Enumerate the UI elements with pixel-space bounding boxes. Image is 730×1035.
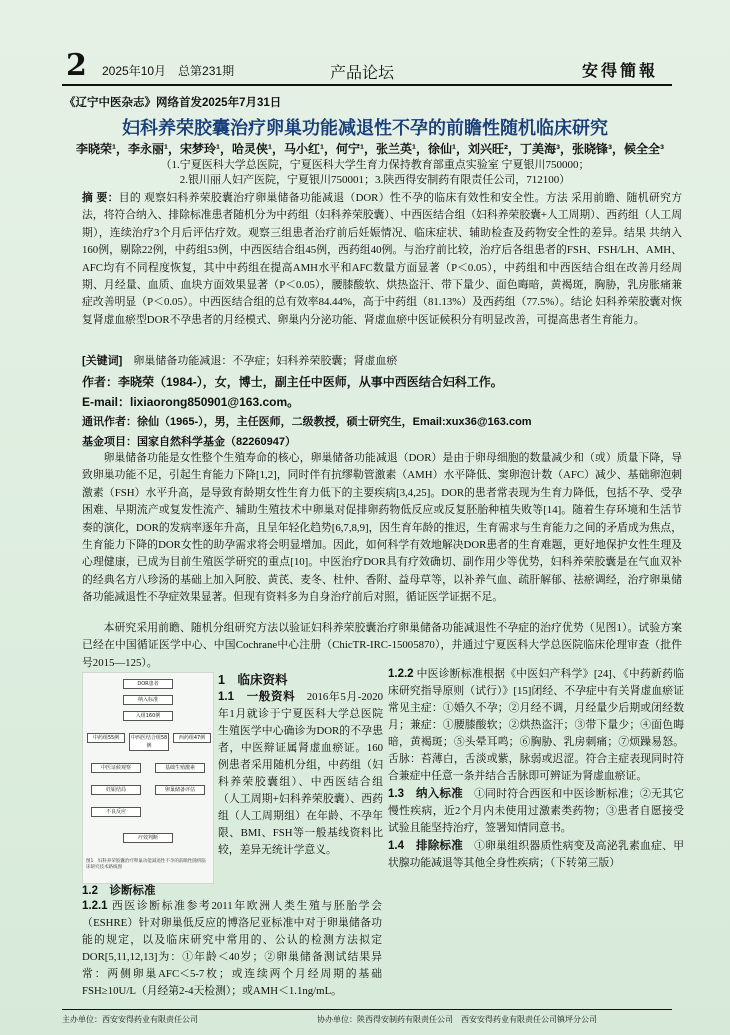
footer-co-organizer: 协办单位：陕西得安制药有限责任公司 西安安得药业有限责任公司镇坪分公司: [317, 1015, 597, 1024]
section-1-2-heading: 1.2 诊断标准: [82, 885, 156, 897]
flow-node: DOR患者: [123, 679, 173, 689]
affiliation-line-2: 2.银川丽人妇产医院，宁夏银川750001；3.陕西得安制药有限责任公司，712100）: [179, 174, 571, 186]
abstract-label: 摘 要：: [82, 192, 119, 204]
figure-caption: 图1 妇科养荣胶囊治疗卵巢功能减退性不孕的前瞻性随机临床研究技术路线图: [86, 859, 206, 870]
flow-node: 西药组47例: [173, 733, 211, 743]
abstract-conclusion: 结论 妇科养荣胶囊对恢复肾虚血瘀型DOR不孕患者的月经模式、卵巢内分泌功能、肾虚血瘀中医证候积分有明显改善，可提高患者生育能力。: [82, 296, 683, 326]
newspaper-brand: 安得簡報: [582, 61, 659, 80]
section-1-2-2-heading: 1.2.2: [388, 668, 414, 680]
section-title: 产品论坛: [330, 63, 395, 82]
abstract-objective-method: 目的 观察妇科养荣胶囊治疗卵巢储备功能减退（DOR）性不孕的临床有效性和安全性。方法 采用前瞻、随机研究方法，将符合纳入、排除标准患者随机分为中药组（妇科养荣胶囊）、中西医结合组（妇科养荣胶囊+人工周期）、西药组（人工周期），连续治疗3个月后评估疗效。观察三组患者治疗前后妊娠情况、临床症状、辅助检查及药物安全性的差异。: [82, 192, 683, 239]
footer-rule: [62, 1009, 672, 1010]
flow-node: 中医证候观察: [91, 763, 141, 773]
page-number: 2: [66, 48, 87, 83]
abstract-results: 结果 共纳入160例，剔除22例，中药组53例，中西医结合组45例，西药组40例。与治疗前比较，治疗后各组患者的FSH、FSH/LH、AMH、AFC均有不同程度恢复，其中中药组在提高AMH水平和AFC数量方面显著（P＜0.05），中药组和中西医结合组在改善月经周期、月经量、血质、血块方面效果显著（P＜0.05），腰膝酸软、烘热盗汗、带下量少、面色晦暗，黄褐斑，胸胁，乳房胀痛兼症改善明显（P＜0.05）。中西医结合组的总有效率84.44%，高于中药组（81.13%）及西药组（77.5%）。: [82, 226, 682, 309]
keywords: [82, 352, 682, 368]
author-info: 作者：李晓荣（1984-），女，博士，副主任中医师，从事中西医结合妇科工作。: [82, 375, 503, 389]
section-1-2: [82, 882, 382, 1000]
footer-organizer: 主办单位：西安安得药业有限责任公司: [62, 1015, 198, 1024]
flow-node: 基础生殖激素: [155, 763, 205, 773]
corresponding-author: 通讯作者：徐仙（1965-），男，主任医师，二级教授，硕士研究生，Email:xux36@163.com: [82, 416, 532, 428]
flow-node: 纳入标准: [123, 695, 173, 705]
flow-node: 中西医结合组58例: [130, 735, 168, 749]
abstract: [82, 190, 682, 329]
footer: [62, 1014, 672, 1025]
publication-note: 《辽宁中医杂志》网络首发2025年7月31日: [64, 97, 282, 109]
fund-info: 基金项目：国家自然科学基金（82260947）: [82, 436, 296, 448]
section-1-column-b: [388, 666, 684, 1006]
section-1-2-1-heading: 1.2.1: [82, 900, 108, 912]
author-list: 李晓荣¹，李永丽¹，宋梦玲¹，哈灵侠¹，马小红¹，何宁¹，张兰英¹，徐仙¹，刘兴旺²，丁美海³，张晓锋³，候全全³: [76, 142, 664, 156]
newspaper-header: [0, 0, 730, 86]
section-1-3-text: ①同时符合西医和中医诊断标准；②无其它慢性疾病，近2个月内未使用过激素类药物；③患者自愿接受试验且能坚持治疗，签署知情同意书。: [388, 788, 684, 834]
section-1-1-heading: 1.1 一般资料: [218, 691, 296, 703]
section-1-heading: 1 临床资料: [218, 673, 288, 687]
author-email: E-mail：lixiaorong850901@163.com。: [82, 395, 300, 409]
intro-paragraph-1: 卵巢储备功能是女性整个生殖寿命的核心，卵巢储备功能减退（DOR）是由于卵母细胞的数量减少和（或）质量下降，导致卵巢功能不足，引起生育能力下降[1,2]，同时伴有抗缪勒管激素（AMH）水平降低、窦卵泡计数（AFC）减少、基础卵泡刺激素（FSH）水平升高，是导致育龄期女性生育力低下的主要疾病[3,4,25]。DOR的患者常表现为生育力降低，包括不孕、受孕困难、早期流产或复发性流产、辅助生殖技术中卵巢对促排卵药物低反应或反复胚胎种植失败等[14]。随着生存环境和生活节奏的演化，DOR的发病率逐年升高，且呈年轻化趋势[6,7,8,9]，因生育年龄的推迟，生育需求与生育能力之间的矛盾成为焦点，生育能力下降的DOR女性的助孕需求将会明显增加。因此，如何科学有效地解决DOR患者的生育难题，更好地保护女性生理及心理健康，已成为目前生殖医学研究的重点[10]。中医治疗DOR具有疗效确切、副作用少等优势，妇科养荣胶囊是在气血双补的经典名方八珍汤的基础上加入阿胶、黄芪、麦冬、杜仲、香附、益母草等，以补养气血、疏肝解郁、祛瘀调经，治疗卵巢储备功能减退性不孕症效果显著。但现有资料多为自身治疗前后对照，循证医学证据不足。: [82, 452, 682, 604]
section-1-column-a: [218, 670, 383, 859]
article-title: 妇科养荣胶囊治疗卵巢功能减退性不孕的前瞻性随机临床研究: [122, 118, 608, 139]
flow-node: 卵巢储备评估: [155, 785, 205, 795]
flow-node: 不良反应: [91, 807, 141, 817]
flow-node: 疗效判断: [123, 833, 173, 843]
affiliation-line-1: （1.宁夏医科大学总医院，宁夏医科大学生育力保持教育部重点实验室 宁夏银川750000；: [160, 159, 590, 171]
keywords-text: 卵巢储备功能减退：不孕症；妇科养荣胶囊；肾虚血瘀: [133, 355, 398, 367]
section-1-3-heading: 1.3 纳入标准: [388, 788, 464, 800]
section-1-4-heading: 1.4 排除标准: [388, 840, 464, 852]
section-1-4-text: ①卵巢组织器质性病变及高泌乳素血症、甲状腺功能减退等其他全身性疾病；（下转第三版）: [388, 840, 684, 869]
section-1-2-2-text: 中医诊断标准根据《中医妇产科学》[24]、《中药新药临床研究指导原则（试行）》[15]闭经、不孕症中有关肾虚血瘀证常见主症：①婚久不孕；②月经不调，月经量少后期或闭经数月；兼症：①腰膝酸软；②烘热盗汗；③带下量少；④面色晦暗，黄褐斑；⑤头晕耳鸣；⑥胸胁、乳房刺痛；⑦烦躁易怒。舌脉：苔薄白，舌淡或紫，脉弱或迟涩。符合主症表现同时符合兼症中任意一条并结合舌脉即可辨证为肾虚血瘀证。: [388, 668, 684, 782]
issue-date: 2025年10月 总第231期: [102, 64, 235, 78]
keywords-label: [关键词]: [82, 355, 123, 367]
flow-node: 中药组55例: [87, 733, 125, 743]
flowchart-figure: [82, 672, 214, 884]
flow-node: 妊娠结局: [91, 785, 141, 795]
section-1-1-text: 2016年5月-2020年1月就诊于宁夏医科大学总医院生殖医学中心确诊为DOR的不孕患者，中医辩证属肾虚血瘀证。160例患者采用随机分组，中药组（妇科养荣胶囊组）、中西医结合组（人工周期+妇科养荣胶囊）、西药组（人工周期组）在年龄、不孕年限、BMI、FSH等一般基线资料比较，差异无统计学意义。: [218, 691, 383, 856]
intro-paragraph-2: 本研究采用前瞻、随机分组研究方法以验证妇科养荣胶囊治疗卵巢储备功能减退性不孕症的治疗优势（见图1）。试验方案已经在中国循证医学中心、中国Cochrane中心注册（ChicTR-IRC-15005870），并通过宁夏医科大学总医院临床伦理审查（批件号2015—125）。: [82, 622, 682, 669]
header-rule: [62, 84, 672, 86]
flow-node: 入组160例: [123, 711, 173, 721]
section-1-2-1-text: 西医诊断标准参考2011年欧洲人类生殖与胚胎学会（ESHRE）针对卵巢低反应的博洛尼亚标准中对于卵巢储备功能的规定，以及临床研究中常用的、公认的检测方法拟定DOR[5,11,12,13]为：①年龄＜40岁；②卵巢储备测试结果异常：两侧卵巢AFC＜5-7枚；或连续两个月经周期的基础FSH≥10U/L（月经第2-4天检测）；或AMH＜1.1ng/mL。: [82, 900, 382, 997]
